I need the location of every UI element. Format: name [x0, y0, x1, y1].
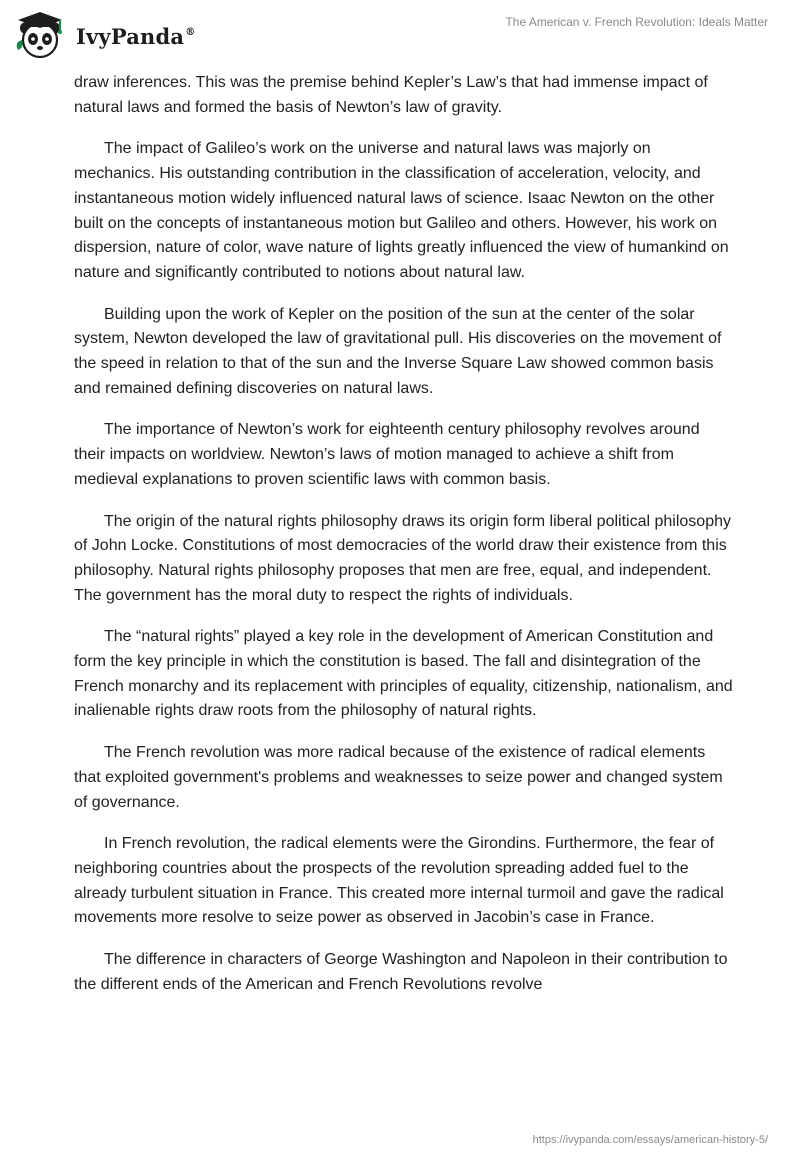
panda-graduate-icon	[12, 6, 70, 64]
paragraph: The importance of Newton’s work for eighteenth century philosophy revolves around their impacts on worldview. Newton’s laws of motion managed to achieve a shift from medieval explanations to proven scientific laws with common basis.	[74, 421, 700, 488]
paragraph: The French revolution was more radical because of the existence of radical elements that exploited government's problems and weaknesses to seize power and changed system of governance.	[74, 744, 723, 811]
brand-logo[interactable]	[12, 6, 195, 64]
page-header	[0, 0, 800, 70]
document-title: The American v. French Revolution: Ideals Matter	[505, 15, 768, 29]
paragraph: The difference in characters of George Washington and Napoleon in their contribution to the different ends of the American and French Revolutions revolve	[74, 951, 728, 993]
paragraph-continued: draw inferences. This was the premise behind Kepler’s Law’s that had immense impact of natural laws and formed the basis of Newton’s law of gravity.	[74, 74, 708, 116]
source-url[interactable]: https://ivypanda.com/essays/american-history-5/	[532, 1134, 768, 1146]
paragraph: The impact of Galileo’s work on the universe and natural laws was majorly on mechanics. His outstanding contribution in the classification of acceleration, velocity, and instantaneous motion widely influenced natural laws of science. Isaac Newton on the other built on the concepts of instantaneous motion but Galileo and others. However, his work on dispersion, nature of color, wave nature of lights greatly influenced the view of humankind on nature and significantly contributed to notions about natural law.	[74, 140, 729, 281]
essay-body	[74, 71, 734, 1015]
paragraph: The “natural rights” played a key role in the development of American Constitution and form the key principle in which the constitution is based. The fall and disintegration of the French monarchy and its replacement with principles of equality, citizenship, nationalism, and inalienable rights draw roots from the philosophy of natural rights.	[74, 628, 733, 720]
paragraph: In French revolution, the radical elements were the Girondins. Furthermore, the fear of neighboring countries about the prospects of the revolution spreading added fuel to the already turbulent situation in France. This created more internal turmoil and gave the radical movements more resolve to seize power as observed in Jacobin’s case in France.	[74, 835, 724, 927]
registered-mark: ®	[185, 26, 196, 38]
paragraph: The origin of the natural rights philosophy draws its origin form liberal political philosophy of John Locke. Constitutions of most democracies of the world draw their existence from this philosophy. Natural rights philosophy proposes that men are free, equal, and independent. The government has the moral duty to respect the rights of individuals.	[74, 512, 731, 604]
brand-name: IvyPanda®	[76, 23, 196, 49]
paragraph: Building upon the work of Kepler on the position of the sun at the center of the solar system, Newton developed the law of gravitational pull. His discoveries on the movement of the speed in relation to that of the sun and the Inverse Square Law showed common basis and remained defining discoveries on natural laws.	[74, 305, 722, 397]
